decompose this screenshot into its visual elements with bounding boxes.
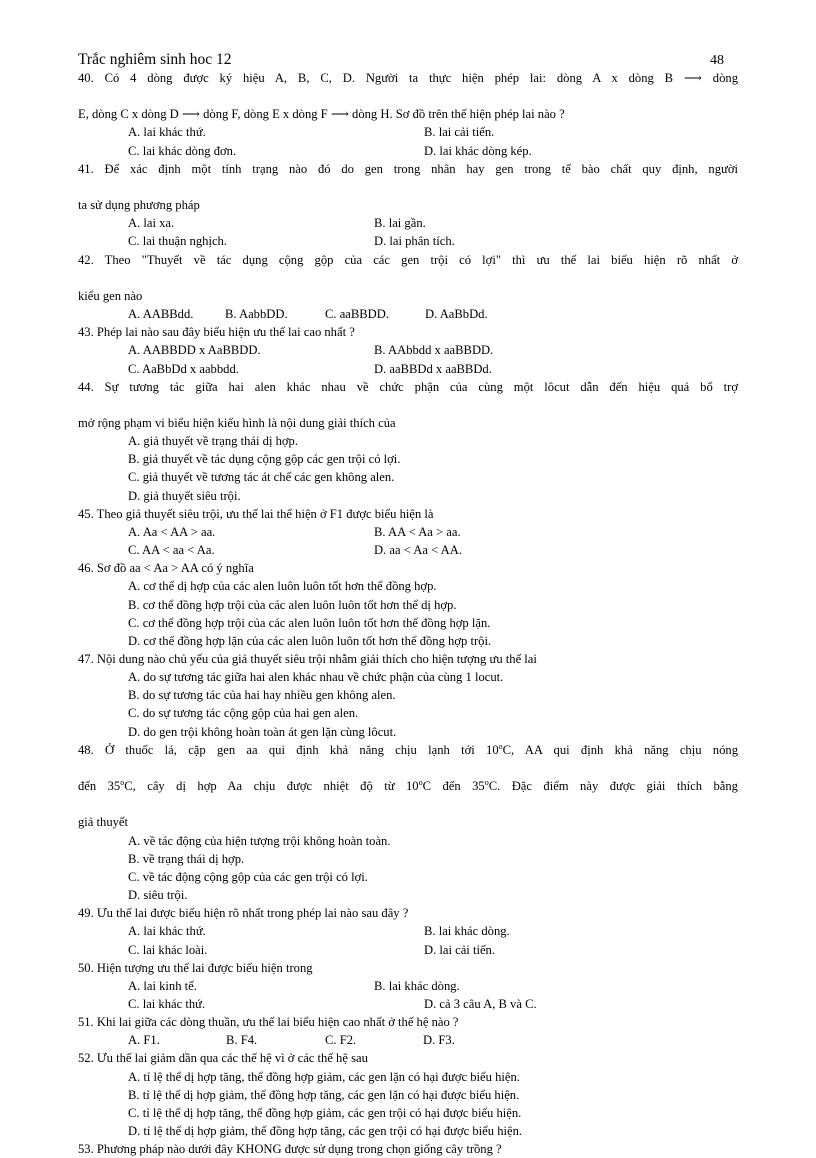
question-47-line-1: 47. Nội dung nào chủ yếu của giả thuyết siêu trội nhằm giải thích cho hiện tượng ưu thế lai <box>78 652 537 666</box>
option-a: A. F1. <box>128 1033 160 1048</box>
option-a: A. AABBdd. <box>128 307 194 322</box>
question-44 <box>78 378 738 505</box>
option-a: A. tỉ lệ thể dị hợp tăng, thể đồng hợp giảm, các gen lặn có hại được biểu hiện. <box>128 1069 520 1084</box>
question-48-line-1: 48. Ở thuốc lá, cặp gen aa qui định khả năng chịu lạnh tới 10$^o$C, AA qui định khả năng chịu nóng <box>78 741 738 757</box>
option-a: A. lai khác thứ. <box>128 924 206 939</box>
option-a: A. giả thuyết về trạng thái dị hợp. <box>128 434 298 449</box>
option-c: C. lai khác loài. <box>128 942 208 957</box>
option-c: C. cơ thể đồng hợp trội của các alen luôn luôn tốt hơn thể đồng hợp lặn. <box>128 615 491 630</box>
question-49 <box>78 904 738 958</box>
question-44-line-1: 44. Sự tương tác giữa hai alen khác nhau về chức phận của cùng một lôcut dẫn đến hiệu quả bổ trợ <box>78 379 738 394</box>
option-d: D. lai cải tiến. <box>424 942 495 957</box>
question-41 <box>78 160 738 251</box>
question-40-line-1: 40. Có 4 dòng được ký hiệu A, B, C, D. Người ta thực hiện phép lai: dòng A x dòng B ⟶ dòng <box>78 71 738 85</box>
question-40-line-2: E, dòng C x dòng D ⟶ dòng F, dòng E x dòng F ⟶ dòng H. Sơ đồ trên thể hiện phép lai nào ? <box>78 107 565 122</box>
page-number: 48 <box>710 53 724 68</box>
option-c: C. aaBBDD. <box>325 307 390 322</box>
option-d: D. lai phân tích. <box>374 234 455 249</box>
question-40 <box>78 69 738 160</box>
question-46 <box>78 559 738 650</box>
option-b: B. tỉ lệ thể dị hợp giảm, thể đồng hợp tăng, các gen lặn có hại được biểu hiện. <box>128 1087 520 1102</box>
option-b: B. lai khác dòng. <box>424 924 510 939</box>
page-header <box>78 50 738 69</box>
option-c: C. giả thuyết về tương tác át chế các gen không alen. <box>128 470 395 485</box>
question-52-line-1: 52. Ưu thế lai giảm dần qua các thế hệ vì ở các thế hệ sau <box>78 1051 368 1066</box>
question-44-line-2: mở rộng phạm vi biểu hiện kiểu hình là nội dung giải thích của <box>78 415 396 430</box>
question-52 <box>78 1049 738 1140</box>
question-42-line-1: 42. Theo "Thuyết về tác dụng cộng gộp của các gen trội có lợi" thì ưu thế lai biểu hiện rõ nhất ở <box>78 252 738 267</box>
document-title: Trắc nghiêm sinh hoc 12 <box>78 51 232 68</box>
option-d: D. aa < Aa < AA. <box>374 543 463 558</box>
question-51 <box>78 1013 738 1049</box>
option-b: B. về trạng thái dị hợp. <box>128 851 245 866</box>
question-43 <box>78 323 738 377</box>
option-c: C. lai khác thứ. <box>128 996 206 1011</box>
option-c: C. AA < aa < Aa. <box>128 543 215 558</box>
question-50 <box>78 959 738 1013</box>
option-d: D. F3. <box>423 1033 455 1048</box>
option-d: D. giả thuyết siêu trội. <box>128 488 241 503</box>
option-d: D. do gen trội không hoàn toàn át gen lặn cùng lôcut. <box>128 724 397 739</box>
option-b: B. AA < Aa > aa. <box>374 524 461 539</box>
option-a: A. lai kinh tế. <box>128 978 197 993</box>
question-48 <box>78 741 738 904</box>
option-a: A. lai khác thứ. <box>128 125 206 140</box>
option-b: B. lai cải tiến. <box>424 125 495 140</box>
question-48-line-2: đến 35$^o$C, cây dị hợp Aa chịu được nhiệt độ từ 10$^o$C đến 35$^o$C. Đặc điểm này được giải thích bằng <box>78 777 738 794</box>
question-42-line-2: kiểu gen nào <box>78 288 143 303</box>
option-a: A. do sự tương tác giữa hai alen khác nhau về chức phận của cùng 1 locut. <box>128 670 504 685</box>
option-b: B. AabbDD. <box>225 307 288 322</box>
question-53 <box>78 1140 738 1158</box>
option-d: D. AaBbDd. <box>425 307 488 322</box>
option-b: B. giả thuyết về tác dụng cộng gộp các gen trội có lợi. <box>128 452 401 467</box>
question-42 <box>78 251 738 324</box>
question-51-line-1: 51. Khi lai giữa các dòng thuần, ưu thế lai biểu hiện cao nhất ở thế hệ nào ? <box>78 1015 459 1030</box>
option-d: D. aaBBDd x aaBBDd. <box>374 361 492 376</box>
option-a: A. về tác động của hiện tượng trội không hoàn toàn. <box>128 833 391 848</box>
question-50-line-1: 50. Hiện tượng ưu thế lai được biểu hiện trong <box>78 960 313 975</box>
option-c: C. tỉ lệ thể dị hợp tăng, thể đồng hợp giảm, các gen trội có hại được biểu hiện. <box>128 1105 522 1120</box>
question-48-line-3: giả thuyết <box>78 815 129 830</box>
option-d: D. cơ thể đồng hợp lặn của các alen luôn luôn tốt hơn thể đồng hợp trội. <box>128 633 492 648</box>
option-d: D. tỉ lệ thể dị hợp giảm, thể đồng hợp tăng, các gen trội có hại được biểu hiện. <box>128 1124 523 1139</box>
option-a: A. cơ thể dị hợp của các alen luôn luôn tốt hơn thể đồng hợp. <box>128 579 437 594</box>
option-a: A. AABBDD x AaBBDD. <box>128 343 261 358</box>
option-c: C. AaBbDd x aabbdd. <box>128 361 239 376</box>
option-b: B. lai gần. <box>374 216 426 231</box>
question-49-line-1: 49. Ưu thế lai được biểu hiện rõ nhất trong phép lai nào sau đây ? <box>78 906 409 921</box>
option-b: B. do sự tương tác của hai hay nhiều gen không alen. <box>128 688 396 703</box>
option-c: C. F2. <box>325 1033 357 1048</box>
option-c: C. lai thuận nghịch. <box>128 234 227 249</box>
question-53-line-1: 53. Phương pháp nào dưới đây KHONG được sử dụng trong chọn giống cây trồng ? <box>78 1142 502 1157</box>
option-d: D. cả 3 câu A, B và C. <box>424 996 537 1011</box>
option-b: B. AAbbdd x aaBBDD. <box>374 343 494 358</box>
option-a: A. lai xa. <box>128 216 175 231</box>
question-47 <box>78 650 738 741</box>
question-41-line-2: ta sử dụng phương pháp <box>78 198 200 213</box>
option-c: C. lai khác dòng đơn. <box>128 143 237 158</box>
option-b: B. lai khác dòng. <box>374 978 460 993</box>
option-d: D. siêu trội. <box>128 888 188 903</box>
option-b: B. F4. <box>226 1033 258 1048</box>
document-page <box>78 50 738 1158</box>
question-45-line-1: 45. Theo giả thuyết siêu trội, ưu thế lai thể hiện ở F1 được biểu hiện là <box>78 506 434 521</box>
question-45 <box>78 505 738 559</box>
option-b: B. cơ thể đồng hợp trội của các alen luôn luôn tốt hơn thể dị hợp. <box>128 597 457 612</box>
question-41-line-1: 41. Để xác định một tính trạng nào đó do gen trong nhân hay gen trong tế bào chất quy định, người <box>78 161 738 176</box>
option-d: D. lai khác dòng kép. <box>424 143 532 158</box>
question-43-line-1: 43. Phép lai nào sau đây biểu hiện ưu thế lai cao nhất ? <box>78 325 355 340</box>
option-a: A. Aa < AA > aa. <box>128 524 216 539</box>
option-c: C. do sự tương tác cộng gộp của hai gen alen. <box>128 706 359 721</box>
question-46-line-1: 46. Sơ đồ aa < Aa > AA có ý nghĩa <box>78 561 254 576</box>
option-c: C. về tác động cộng gộp của các gen trội có lợi. <box>128 869 368 884</box>
